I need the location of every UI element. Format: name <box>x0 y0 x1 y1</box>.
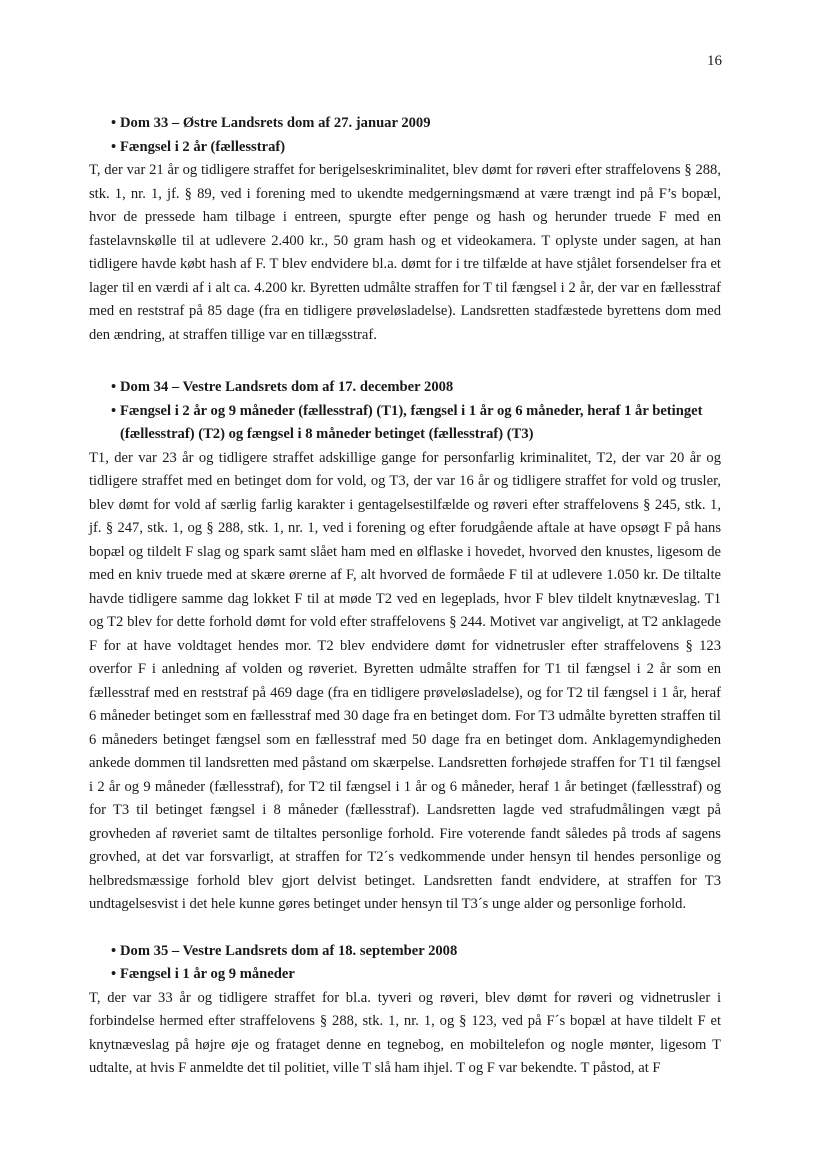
document-body <box>89 112 721 1104</box>
case-33-heading: • Dom 33 – Østre Landsrets dom af 27. januar 2009 <box>89 112 721 136</box>
case-34-heading: • Dom 34 – Vestre Landsrets dom af 17. december 2008 <box>89 376 721 400</box>
case-34-bullets <box>89 376 721 447</box>
case-35-text: T, der var 33 år og tidligere straffet for bl.a. tyveri og røveri, blev dømt for røveri og vidnetrusler i forbindelse hermed efter straffelovens § 288, stk. 1, nr. 1, og § 123, ved på F´s bopæl at have tildelt F et knytnæveslag på højre øje og frataget denne en tegnebog, en mobiltelefon og nogle mønter, ligesom T udtalte, at hvis F anmeldte det til politiet, ville T slå ham ihjel. T og F var bekendte. T påstod, at F <box>89 989 721 1076</box>
case-33-bullets <box>89 112 721 159</box>
case-33-text: T, der var 21 år og tidligere straffet for berigelseskriminalitet, blev dømt for røveri efter straffelovens § 288, stk. 1, nr. 1, jf. § 89, ved i forening med to ukendte medgerningsmænd at være trængt ind på F’s bopæl, hvor de pressede ham tilbage i entreen, spurgte efter penge og hash og herunder truede F med en fastelavnskølle til at udlevere 2.400 kr., 50 gram hash og et videokamera. T oplyste under sagen, at han tidligere havde købt hash af F. T blev endvidere bl.a. dømt for i tre tilfælde at have stjålet forsendelser fra et lager til en værdi af i alt ca. 4.200 kr. Byretten udmålte straffen for T til fængsel i 2 år, der var en fællesstraf med en reststraf på 85 dage (fra en tidligere prøveløsladelse). Landsretten stadfæstede byrettens dom med den ændring, at straffen tillige var en tillægsstraf. <box>89 162 721 343</box>
case-35 <box>89 940 721 1081</box>
case-34-text: T1, der var 23 år og tidligere straffet adskillige gange for personfarlig kriminalitet, T2, der var 20 år og tidligere straffet med en betinget dom for vold, og T3, der var 16 år og tidligere straffet for vold og trusler, blev dømt for vold af særlig farlig karakter i gentagelsestilfælde og røveri efter straffelovens § 245, stk. 1, jf. § 247, stk. 1, og § 288, stk. 1, nr. 1, ved i forening og efter forudgående aftale at have opsøgt F på hans bopæl og tildelt F slag og spark samt slået ham med en ølflaske i hovedet, hvorved den knustes, ligesom de med en kniv truede med at skære ørerne af F, alt hvorved de formåede F til at udlevere 1.050 kr. De tiltalte havde tidligere samme dag lokket F til at møde T2 ved en legeplads, hvor F blev tildelt knytnæveslag. T1 og T2 blev for dette forhold dømt for vold efter straffelovens § 244. Motivet var angiveligt, at T2 anklagede F for at have voldtaget hendes mor. T2 blev endvidere dømt for vidnetrusler efter straffelovens § 123 overfor F i anledning af volden og røveriet. Byretten udmålte straffen for T1 til fængsel i 2 år som en fællesstraf med en reststraf på 469 dage (fra en tidligere prøveløsladelse), og for T2 til fængsel i 1 år, heraf 6 måneder betinget som en fællesstraf med 30 dage fra en betinget dom. For T3 udmålte byretten straffen til 6 måneders betinget fængsel som en fællesstraf med 50 dage fra en betinget dom. Anklagemyndigheden ankede dommen til landsretten med påstand om skærpelse. Landsretten forhøjede straffen for T1 til fængsel i 2 år og 9 måneder (fællesstraf), for T2 til fængsel i 1 år og 6 måneder, heraf 1 år betinget (fællesstraf) og for T3 til betinget fængsel i 8 måneder (fællesstraf). Landsretten lagde ved strafudmålingen vægt på grovheden af røveriet samt de tiltaltes personlige forhold. Fire voterende fandt således på trods af sagens grovhed, at det var forsvarligt, at straffen for T2´s vedkommende under hensyn til hendes personlige og helbredsmæssige forhold blev gjort delvist betinget. Landsretten fandt endvidere, at straffen for T3 undtagelsesvist i det hele kunne gøres betinget under hensyn til T3´s unge alder og personlige forhold. <box>89 449 721 912</box>
case-34-sentence: • Fængsel i 2 år og 9 måneder (fællesstraf) (T1), fængsel i 1 år og 6 måneder, heraf 1 år betinget (fællesstraf) (T2) og fængsel i 8 måneder betinget (fællesstraf) (T3) <box>89 400 721 447</box>
case-35-heading: • Dom 35 – Vestre Landsrets dom af 18. september 2008 <box>89 940 721 964</box>
case-35-bullets <box>89 940 721 987</box>
case-35-sentence: • Fængsel i 1 år og 9 måneder <box>89 963 721 987</box>
case-34 <box>89 376 721 917</box>
page-number: 16 <box>707 53 722 69</box>
case-33 <box>89 112 721 347</box>
case-33-sentence: • Fængsel i 2 år (fællesstraf) <box>89 136 721 160</box>
